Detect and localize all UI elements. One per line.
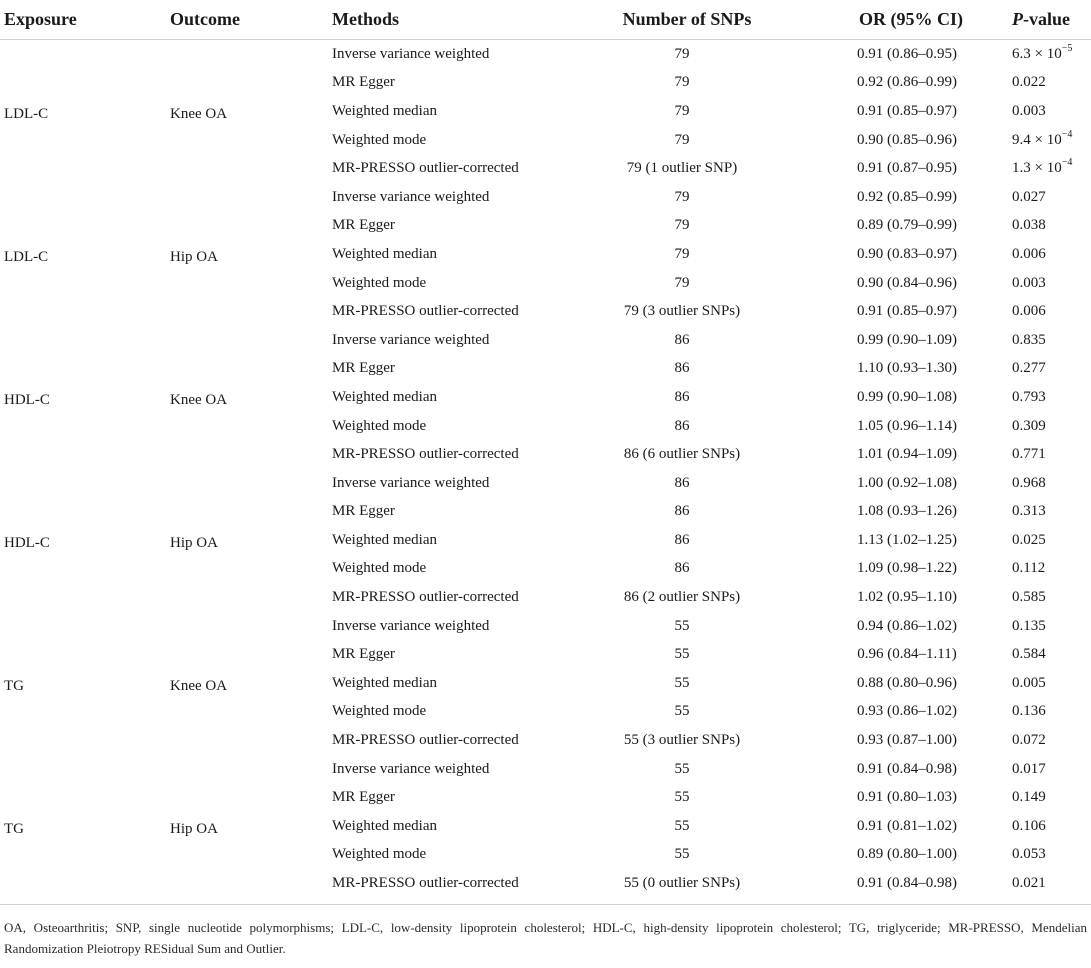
header-p-rest: -value (1023, 9, 1070, 29)
p-value-text: 0.006 (1012, 303, 1046, 320)
cell-method: Weighted median (332, 674, 438, 691)
table-header (0, 0, 1091, 40)
header-exposure: Exposure (0, 0, 170, 40)
cell-p-value (1012, 698, 1091, 727)
cell-snps: 86 (674, 388, 690, 405)
cell-snps: 55 (674, 760, 690, 777)
cell-p-value (1012, 326, 1091, 355)
p-value-text: 0.585 (1012, 589, 1046, 606)
cell-snps: 79 (1 outlier SNP) (626, 160, 738, 177)
cell-p-value (1012, 469, 1091, 498)
cell-method: Weighted mode (332, 846, 427, 863)
cell-or-ci: 0.99 (0.90–1.09) (857, 331, 957, 348)
p-value-text: 0.584 (1012, 646, 1046, 663)
p-value-text: 0.835 (1012, 331, 1046, 348)
cell-or-ci: 0.93 (0.86–1.02) (857, 703, 957, 720)
cell-method: Weighted median (332, 388, 438, 405)
cell-p-value (1012, 97, 1091, 126)
p-value-text: 6.3 × 10 (1012, 45, 1062, 62)
cell-method: MR Egger (332, 789, 395, 806)
cell-snps: 55 (674, 646, 690, 663)
p-value-text: 0.313 (1012, 503, 1046, 520)
cell-snps: 86 (674, 360, 690, 377)
cell-or-ci: 0.90 (0.83–0.97) (857, 245, 957, 262)
cell-snps: 55 (674, 789, 690, 806)
cell-method: Inverse variance weighted (332, 760, 490, 777)
cell-method: Inverse variance weighted (332, 331, 490, 348)
cell-method: MR-PRESSO outlier-corrected (332, 160, 519, 177)
cell-snps: 79 (3 outlier SNPs) (623, 303, 741, 320)
cell-or-ci: 0.88 (0.80–0.96) (857, 674, 957, 691)
p-value-exponent: −5 (1061, 42, 1073, 54)
cell-or-ci: 0.99 (0.90–1.08) (857, 388, 957, 405)
cell-snps: 79 (674, 188, 690, 205)
cell-p-value (1012, 440, 1091, 469)
cell-method: MR-PRESSO outlier-corrected (332, 303, 519, 320)
cell-or-ci: 0.91 (0.85–0.97) (857, 102, 957, 119)
cell-or-ci: 0.93 (0.87–1.00) (857, 732, 957, 749)
cell-p-value (1012, 240, 1091, 269)
cell-or-ci: 0.90 (0.85–0.96) (857, 131, 957, 148)
p-value-text: 0.771 (1012, 446, 1046, 463)
cell-snps: 86 (674, 503, 690, 520)
p-value-text: 0.022 (1012, 74, 1046, 91)
cell-snps: 79 (674, 102, 690, 119)
footnote-divider (0, 904, 1091, 905)
cell-p-value (1012, 269, 1091, 298)
cell-method: Inverse variance weighted (332, 45, 490, 62)
cell-p-value (1012, 726, 1091, 755)
cell-method: MR Egger (332, 217, 395, 234)
cell-exposure: TG (4, 677, 24, 694)
cell-p-value (1012, 355, 1091, 384)
p-value-text: 0.072 (1012, 732, 1046, 749)
p-value-text: 0.006 (1012, 245, 1046, 262)
cell-method: Inverse variance weighted (332, 617, 490, 634)
cell-p-value (1012, 669, 1091, 698)
cell-snps: 55 (674, 846, 690, 863)
cell-or-ci: 0.96 (0.84–1.11) (857, 646, 957, 663)
cell-method: Weighted mode (332, 131, 427, 148)
cell-method: MR Egger (332, 74, 395, 91)
p-value-text: 0.003 (1012, 274, 1046, 291)
cell-or-ci: 0.91 (0.84–0.98) (857, 875, 957, 892)
cell-or-ci: 0.89 (0.79–0.99) (857, 217, 957, 234)
cell-p-value (1012, 383, 1091, 412)
cell-or-ci: 0.94 (0.86–1.02) (857, 617, 957, 634)
cell-method: MR Egger (332, 646, 395, 663)
header-row (0, 0, 1091, 40)
cell-method: Inverse variance weighted (332, 188, 490, 205)
cell-snps: 79 (674, 131, 690, 148)
cell-snps: 55 (0 outlier SNPs) (623, 875, 741, 892)
cell-or-ci: 0.89 (0.80–1.00) (857, 846, 957, 863)
cell-exposure: HDL-C (4, 534, 50, 551)
cell-snps: 86 (674, 417, 690, 434)
header-number-of-snps: Number of SNPs (562, 0, 802, 40)
header-or-ci: OR (95% CI) (802, 0, 1012, 40)
p-value-text: 1.3 × 10 (1012, 160, 1062, 177)
header-p-value (1012, 0, 1091, 40)
cell-method: Weighted mode (332, 417, 427, 434)
cell-snps: 86 (6 outlier SNPs) (623, 446, 741, 463)
header-p-italic: P (1012, 9, 1023, 29)
cell-or-ci: 0.92 (0.85–0.99) (857, 188, 957, 205)
cell-or-ci: 0.91 (0.81–1.02) (857, 817, 957, 834)
cell-snps: 79 (674, 245, 690, 262)
cell-exposure: LDL-C (4, 105, 49, 122)
footnote: OA, Osteoarthritis; SNP, single nucleotide polymorphisms; LDL-C, low-density lipoprotein cholesterol; HDL-C, high-density lipoprotein cholesterol; TG, triglyceride; MR-PRESSO, Mendelian Randomization Pleiotropy RESidual Sum and Outlier. (4, 920, 1087, 956)
cell-method: Weighted median (332, 817, 438, 834)
p-value-text: 0.793 (1012, 388, 1046, 405)
cell-snps: 79 (674, 74, 690, 91)
p-value-text: 0.106 (1012, 817, 1046, 834)
p-value-text: 0.005 (1012, 674, 1046, 691)
cell-method: Weighted mode (332, 703, 427, 720)
cell-snps: 86 (674, 331, 690, 348)
cell-snps: 86 (2 outlier SNPs) (623, 589, 741, 606)
cell-exposure: LDL-C (4, 248, 49, 265)
p-value-text: 0.025 (1012, 531, 1046, 548)
cell-method: MR-PRESSO outlier-corrected (332, 446, 519, 463)
p-value-text: 0.136 (1012, 703, 1046, 720)
cell-snps: 55 (674, 817, 690, 834)
cell-or-ci: 0.90 (0.84–0.96) (857, 274, 957, 291)
cell-method: Inverse variance weighted (332, 474, 490, 491)
cell-snps: 79 (674, 274, 690, 291)
cell-method: Weighted median (332, 531, 438, 548)
cell-snps: 86 (674, 531, 690, 548)
table-row (0, 326, 1091, 355)
cell-or-ci: 1.10 (0.93–1.30) (857, 360, 957, 377)
cell-p-value (1012, 583, 1091, 612)
cell-or-ci: 0.91 (0.87–0.95) (857, 160, 957, 177)
cell-snps: 55 (674, 703, 690, 720)
p-value-text: 0.277 (1012, 360, 1046, 377)
cell-p-value (1012, 783, 1091, 812)
header-outcome: Outcome (170, 0, 332, 40)
table-row (0, 183, 1091, 212)
cell-snps: 79 (674, 217, 690, 234)
cell-outcome: Knee OA (170, 677, 228, 694)
cell-method: MR-PRESSO outlier-corrected (332, 589, 519, 606)
cell-or-ci: 1.01 (0.94–1.09) (857, 446, 957, 463)
p-value-exponent: −4 (1061, 157, 1073, 169)
cell-exposure: TG (4, 820, 24, 837)
cell-p-value (1012, 498, 1091, 527)
cell-or-ci: 0.91 (0.84–0.98) (857, 760, 957, 777)
cell-p-value (1012, 526, 1091, 555)
cell-snps: 79 (674, 45, 690, 62)
cell-p-value (1012, 555, 1091, 584)
p-value-text: 0.003 (1012, 102, 1046, 119)
cell-snps: 55 (674, 674, 690, 691)
cell-outcome: Hip OA (170, 534, 218, 551)
cell-method: Weighted mode (332, 560, 427, 577)
cell-method: MR Egger (332, 360, 395, 377)
cell-p-value (1012, 154, 1091, 183)
cell-method: Weighted median (332, 245, 438, 262)
cell-or-ci: 1.13 (1.02–1.25) (857, 531, 957, 548)
table-row (0, 755, 1091, 784)
cell-method: Weighted mode (332, 274, 427, 291)
cell-outcome: Hip OA (170, 248, 218, 265)
cell-p-value (1012, 869, 1091, 898)
cell-p-value (1012, 40, 1091, 69)
cell-outcome: Knee OA (170, 105, 228, 122)
p-value-text: 0.968 (1012, 474, 1046, 491)
cell-snps: 55 (3 outlier SNPs) (623, 732, 741, 749)
cell-method: Weighted median (332, 102, 438, 119)
cell-p-value (1012, 69, 1091, 98)
cell-or-ci: 1.08 (0.93–1.26) (857, 503, 957, 520)
cell-outcome: Knee OA (170, 391, 228, 408)
p-value-text: 9.4 × 10 (1012, 131, 1062, 148)
cell-or-ci: 1.02 (0.95–1.10) (857, 589, 957, 606)
p-value-text: 0.027 (1012, 188, 1046, 205)
p-value-text: 0.038 (1012, 217, 1046, 234)
table-body (0, 40, 1091, 898)
p-value-exponent: −4 (1061, 128, 1073, 140)
cell-p-value (1012, 640, 1091, 669)
cell-or-ci: 1.09 (0.98–1.22) (857, 560, 957, 577)
cell-or-ci: 0.92 (0.86–0.99) (857, 74, 957, 91)
cell-p-value (1012, 297, 1091, 326)
cell-snps: 55 (674, 617, 690, 634)
cell-or-ci: 0.91 (0.85–0.97) (857, 303, 957, 320)
table-row (0, 612, 1091, 641)
cell-exposure: HDL-C (4, 391, 50, 408)
cell-method: MR-PRESSO outlier-corrected (332, 875, 519, 892)
cell-or-ci: 1.00 (0.92–1.08) (857, 474, 957, 491)
cell-p-value (1012, 812, 1091, 841)
cell-or-ci: 1.05 (0.96–1.14) (857, 417, 957, 434)
p-value-text: 0.017 (1012, 760, 1046, 777)
p-value-text: 0.112 (1012, 560, 1046, 577)
p-value-text: 0.309 (1012, 417, 1046, 434)
cell-outcome: Hip OA (170, 820, 218, 837)
cell-p-value (1012, 755, 1091, 784)
cell-snps: 86 (674, 560, 690, 577)
cell-method: MR-PRESSO outlier-corrected (332, 732, 519, 749)
cell-or-ci: 0.91 (0.86–0.95) (857, 45, 957, 62)
p-value-text: 0.149 (1012, 789, 1046, 806)
p-value-text: 0.021 (1012, 875, 1046, 892)
cell-p-value (1012, 183, 1091, 212)
p-value-text: 0.053 (1012, 846, 1046, 863)
cell-p-value (1012, 412, 1091, 441)
cell-or-ci: 0.91 (0.80–1.03) (857, 789, 957, 806)
header-methods: Methods (332, 0, 562, 40)
table-row (0, 40, 1091, 69)
cell-p-value (1012, 612, 1091, 641)
cell-p-value (1012, 841, 1091, 870)
cell-p-value (1012, 212, 1091, 241)
cell-p-value (1012, 126, 1091, 155)
table-row (0, 469, 1091, 498)
cell-method: MR Egger (332, 503, 395, 520)
p-value-text: 0.135 (1012, 617, 1046, 634)
cell-snps: 86 (674, 474, 690, 491)
